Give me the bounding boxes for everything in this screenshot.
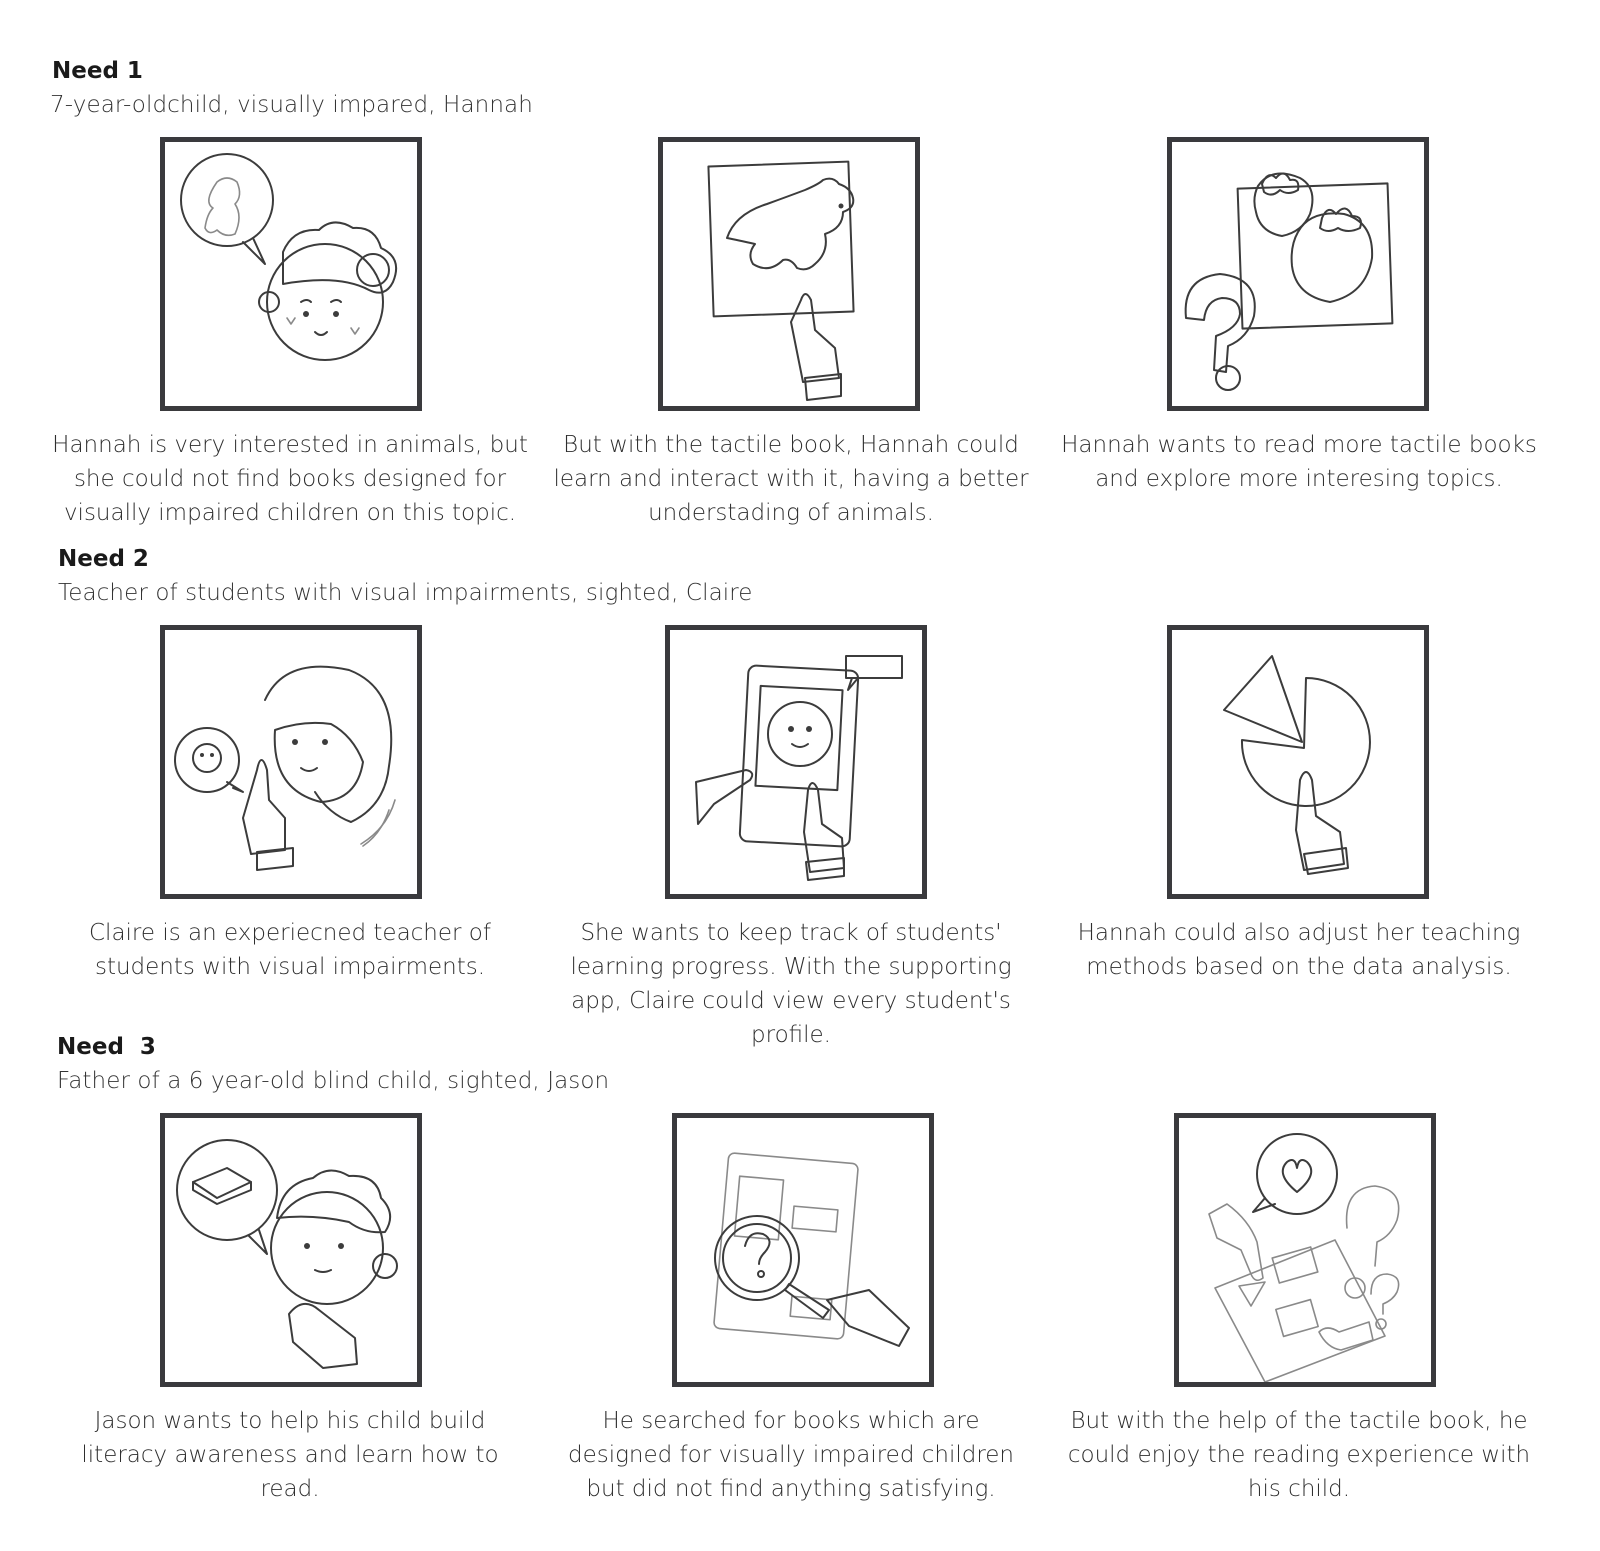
tablet-magnifier-search-icon — [677, 1118, 929, 1382]
need-2-subtitle: Teacher of students with visual impairments, sighted, Claire — [58, 580, 753, 606]
father-thinking-book-icon — [165, 1118, 417, 1382]
need-1-caption-1: Hannah is very interested in animals, but she could not find books designed for visually impaired children on this topic. — [52, 432, 528, 526]
need-1-caption-2: But with the tactile book, Hannah could learn and interact with it, having a better understading of animals. — [553, 432, 1029, 526]
teacher-thinking-icon — [165, 630, 417, 894]
need-2-panel-2 — [665, 625, 927, 899]
need-1-panel-1 — [160, 137, 422, 411]
shared-tactile-book-heart-icon — [1179, 1118, 1431, 1382]
need-3-panel-3 — [1174, 1113, 1436, 1387]
need-2-panel-1 — [160, 625, 422, 899]
need-1-panel-2 — [658, 137, 920, 411]
need-2-caption-2: She wants to keep track of students' learning progress. With the supporting app, Claire could view every student's profile. — [570, 920, 1012, 1048]
need-3-panel-2 — [672, 1113, 934, 1387]
pie-chart-pointing-icon — [1172, 630, 1424, 894]
need-3-subtitle: Father of a 6 year-old blind child, sighted, Jason — [57, 1068, 610, 1094]
need-2-caption-1: Claire is an experiecned teacher of students with visual impairments. — [89, 920, 491, 980]
need-3-caption-2: He searched for books which are designed for visually impaired children but did not find anything satisfying. — [567, 1408, 1015, 1502]
strawberries-question-icon — [1172, 142, 1424, 406]
need-1-panel-3 — [1167, 137, 1429, 411]
need-2-title: Need 2 — [58, 546, 149, 572]
child-thinking-bear-icon — [165, 142, 417, 406]
finger-touching-bear-page-icon — [663, 142, 915, 406]
need-1-subtitle: 7-year-oldchild, visually impared, Hannah — [50, 92, 533, 118]
need-2-panel-3 — [1167, 625, 1429, 899]
need-3-caption-1: Jason wants to help his child build literacy awareness and learn how to read. — [81, 1408, 499, 1502]
need-3-panel-1 — [160, 1113, 422, 1387]
tablet-profile-icon — [670, 630, 922, 894]
need-2-caption-3: Hannah could also adjust her teaching methods based on the data analysis. — [1077, 920, 1521, 980]
need-3-title: Need 3 — [57, 1034, 156, 1060]
need-3-caption-3: But with the help of the tactile book, he could enjoy the reading experience with his child. — [1067, 1408, 1531, 1502]
need-1-caption-3: Hannah wants to read more tactile books and explore more interesing topics. — [1061, 432, 1537, 492]
need-1-title: Need 1 — [52, 58, 143, 84]
